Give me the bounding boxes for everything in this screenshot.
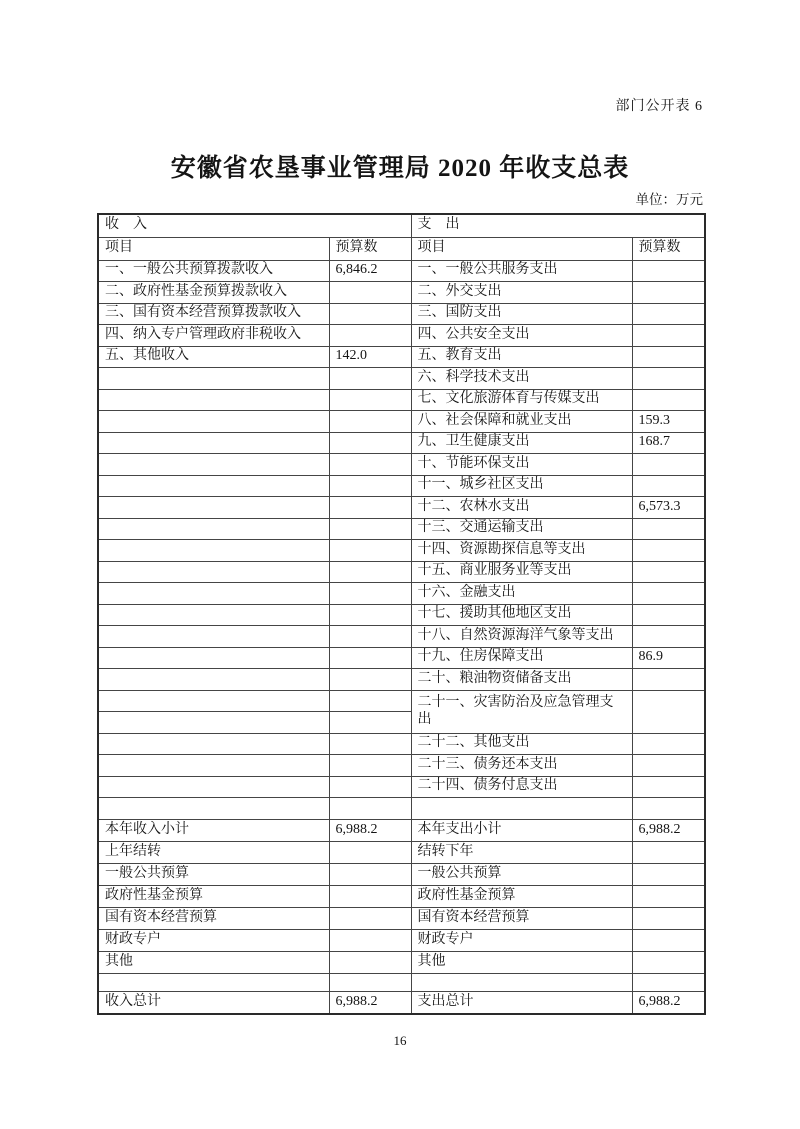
income-item-cell — [98, 798, 329, 820]
expense-item-cell — [411, 973, 632, 991]
income-value-cell — [329, 669, 411, 691]
income-item-cell: 四、纳入专户管理政府非税收入 — [98, 325, 329, 347]
expense-item-cell: 十、节能环保支出 — [411, 454, 632, 476]
expense-value-cell — [632, 690, 705, 733]
income-item-cell: 五、其他收入 — [98, 346, 329, 368]
expense-item-cell: 十九、住房保障支出 — [411, 647, 632, 669]
income-value-cell — [329, 518, 411, 540]
income-value-cell — [329, 411, 411, 433]
expense-value-cell — [632, 475, 705, 497]
income-value-cell — [329, 973, 411, 991]
expense-value-cell — [632, 540, 705, 562]
expense-item-cell: 十一、城乡社区支出 — [411, 475, 632, 497]
income-carryover-item-label: 国有资本经营预算 — [98, 907, 329, 929]
income-item-col-header: 项目 — [98, 237, 329, 260]
expense-value-cell — [632, 798, 705, 820]
expense-value-cell — [632, 368, 705, 390]
income-value-cell — [329, 475, 411, 497]
table-row — [98, 798, 705, 820]
table-row — [98, 432, 705, 454]
expense-item-cell: 十六、金融支出 — [411, 583, 632, 605]
expense-carryover-value — [632, 841, 705, 863]
table-row — [98, 776, 705, 798]
expense-item-cell: 九、卫生健康支出 — [411, 432, 632, 454]
expense-value-cell — [632, 303, 705, 325]
expense-carryover-item-value — [632, 885, 705, 907]
expense-subtotal-value: 6,988.2 — [632, 819, 705, 841]
carryover-item-row — [98, 863, 705, 885]
expense-item-col-header: 项目 — [411, 237, 632, 260]
carryover-header-row — [98, 841, 705, 863]
expense-total-label: 支出总计 — [411, 991, 632, 1014]
expense-carryover-item-label: 政府性基金预算 — [411, 885, 632, 907]
expense-section-header: 支 出 — [411, 214, 705, 237]
income-item-cell — [98, 604, 329, 626]
income-carryover-item-label: 财政专户 — [98, 929, 329, 951]
expense-value-cell — [632, 325, 705, 347]
income-value-cell — [329, 497, 411, 519]
income-value-cell — [329, 432, 411, 454]
expense-item-cell: 十五、商业服务业等支出 — [411, 561, 632, 583]
income-carryover-item-label: 一般公共预算 — [98, 863, 329, 885]
expense-item-cell: 十二、农林水支出 — [411, 497, 632, 519]
unit-note: 单位：万元 — [635, 192, 703, 207]
income-item-cell — [98, 475, 329, 497]
table-row — [98, 475, 705, 497]
page-number: 16 — [393, 1033, 407, 1048]
income-item-cell — [98, 411, 329, 433]
income-item-cell — [98, 432, 329, 454]
income-total-value: 6,988.2 — [329, 991, 411, 1014]
table-row — [98, 647, 705, 669]
income-value-cell — [329, 282, 411, 304]
expense-value-cell — [632, 346, 705, 368]
section-header-row — [98, 214, 705, 237]
expense-value-cell — [632, 282, 705, 304]
expense-item-cell: 七、文化旅游体育与传媒支出 — [411, 389, 632, 411]
expense-item-cell: 二、外交支出 — [411, 282, 632, 304]
income-item-cell — [98, 690, 329, 712]
table-row — [98, 497, 705, 519]
expense-carryover-item-value — [632, 907, 705, 929]
expense-item-cell: 八、社会保障和就业支出 — [411, 411, 632, 433]
table-row — [98, 690, 705, 712]
expense-carryover-label: 结转下年 — [411, 841, 632, 863]
expense-item-cell — [411, 798, 632, 820]
table-row — [98, 368, 705, 390]
income-item-cell — [98, 368, 329, 390]
table-row — [98, 583, 705, 605]
income-carryover-label: 上年结转 — [98, 841, 329, 863]
table-row — [98, 518, 705, 540]
expense-item-cell: 十八、自然资源海洋气象等支出 — [411, 626, 632, 648]
table-row — [98, 561, 705, 583]
expense-subtotal-label: 本年支出小计 — [411, 819, 632, 841]
income-value-cell — [329, 303, 411, 325]
subtotal-row — [98, 819, 705, 841]
income-subtotal-label: 本年收入小计 — [98, 819, 329, 841]
expense-value-cell — [632, 604, 705, 626]
income-item-cell — [98, 540, 329, 562]
expense-item-cell: 二十三、债务还本支出 — [411, 755, 632, 777]
income-value-cell: 6,846.2 — [329, 260, 411, 282]
expense-item-cell: 二十二、其他支出 — [411, 733, 632, 755]
table-row — [98, 325, 705, 347]
expense-value-cell — [632, 776, 705, 798]
expense-item-cell: 十七、援助其他地区支出 — [411, 604, 632, 626]
expense-item-cell: 三、国防支出 — [411, 303, 632, 325]
expense-value-cell: 159.3 — [632, 411, 705, 433]
income-value-cell — [329, 604, 411, 626]
revenue-expenditure-table — [97, 213, 706, 1015]
income-value-cell — [329, 733, 411, 755]
expense-item-cell: 二十一、灾害防治及应急管理支出 — [411, 690, 632, 733]
income-item-cell: 一、一般公共预算拨款收入 — [98, 260, 329, 282]
income-item-cell — [98, 712, 329, 734]
income-carryover-item-value — [329, 951, 411, 973]
expense-value-cell — [632, 755, 705, 777]
income-total-label: 收入总计 — [98, 991, 329, 1014]
income-value-cell — [329, 389, 411, 411]
expense-carryover-item-label: 一般公共预算 — [411, 863, 632, 885]
expense-total-value: 6,988.2 — [632, 991, 705, 1014]
income-carryover-item-value — [329, 929, 411, 951]
income-item-cell — [98, 518, 329, 540]
income-item-cell — [98, 626, 329, 648]
expense-value-cell — [632, 260, 705, 282]
income-item-cell — [98, 973, 329, 991]
income-item-cell: 二、政府性基金预算拨款收入 — [98, 282, 329, 304]
table-row — [98, 626, 705, 648]
table-row — [98, 454, 705, 476]
table-row — [98, 540, 705, 562]
column-header-row — [98, 237, 705, 260]
table-row — [98, 733, 705, 755]
expense-carryover-item-label: 国有资本经营预算 — [411, 907, 632, 929]
expense-item-cell: 六、科学技术支出 — [411, 368, 632, 390]
expense-value-cell — [632, 669, 705, 691]
carryover-item-row — [98, 951, 705, 973]
income-item-cell: 三、国有资本经营预算拨款收入 — [98, 303, 329, 325]
income-section-header: 收 入 — [98, 214, 411, 237]
income-value-cell — [329, 798, 411, 820]
table-row — [98, 282, 705, 304]
income-item-cell — [98, 669, 329, 691]
table-row — [98, 411, 705, 433]
income-item-cell — [98, 647, 329, 669]
expense-item-cell: 十四、资源勘探信息等支出 — [411, 540, 632, 562]
expense-value-cell — [632, 583, 705, 605]
table-row — [98, 303, 705, 325]
page-title: 安徽省农垦事业管理局 2020 年收支总表 — [170, 155, 630, 182]
income-item-cell — [98, 389, 329, 411]
income-value-cell — [329, 690, 411, 712]
table-row — [98, 389, 705, 411]
expense-item-cell: 四、公共安全支出 — [411, 325, 632, 347]
income-carryover-item-value — [329, 863, 411, 885]
income-item-cell — [98, 497, 329, 519]
income-value-cell: 142.0 — [329, 346, 411, 368]
expense-value-cell: 168.7 — [632, 432, 705, 454]
expense-value-cell — [632, 454, 705, 476]
expense-carryover-item-label: 其他 — [411, 951, 632, 973]
expense-value-cell: 6,573.3 — [632, 497, 705, 519]
income-value-cell — [329, 583, 411, 605]
corner-label: 部门公开表 6 — [615, 99, 703, 114]
table-row — [98, 260, 705, 282]
income-item-cell — [98, 776, 329, 798]
expense-carryover-item-label: 财政专户 — [411, 929, 632, 951]
income-carryover-item-value — [329, 907, 411, 929]
income-carryover-item-value — [329, 885, 411, 907]
income-budget-col-header: 预算数 — [329, 237, 411, 260]
expense-budget-col-header: 预算数 — [632, 237, 705, 260]
income-item-cell — [98, 733, 329, 755]
expense-carryover-item-value — [632, 929, 705, 951]
table-row — [98, 346, 705, 368]
table-row — [98, 604, 705, 626]
expense-value-cell: 86.9 — [632, 647, 705, 669]
spacer-row — [98, 973, 705, 991]
expense-item-cell: 二十、粮油物资储备支出 — [411, 669, 632, 691]
income-value-cell — [329, 540, 411, 562]
income-item-cell — [98, 583, 329, 605]
income-value-cell — [329, 561, 411, 583]
total-row — [98, 991, 705, 1014]
income-carryover-value — [329, 841, 411, 863]
income-value-cell — [329, 368, 411, 390]
income-value-cell — [329, 325, 411, 347]
income-subtotal-value: 6,988.2 — [329, 819, 411, 841]
income-item-cell — [98, 755, 329, 777]
income-value-cell — [329, 647, 411, 669]
expense-carryover-item-value — [632, 951, 705, 973]
expense-value-cell — [632, 733, 705, 755]
income-value-cell — [329, 776, 411, 798]
expense-item-cell: 五、教育支出 — [411, 346, 632, 368]
carryover-item-row — [98, 929, 705, 951]
carryover-item-row — [98, 885, 705, 907]
expense-item-cell: 十三、交通运输支出 — [411, 518, 632, 540]
expense-item-cell: 二十四、债务付息支出 — [411, 776, 632, 798]
expense-value-cell — [632, 561, 705, 583]
expense-value-cell — [632, 518, 705, 540]
income-value-cell — [329, 454, 411, 476]
income-item-cell — [98, 454, 329, 476]
table-row — [98, 669, 705, 691]
income-value-cell — [329, 755, 411, 777]
expense-value-cell — [632, 626, 705, 648]
income-value-cell — [329, 626, 411, 648]
income-value-cell — [329, 712, 411, 734]
table-row — [98, 755, 705, 777]
carryover-item-row — [98, 907, 705, 929]
income-item-cell — [98, 561, 329, 583]
expense-item-cell: 一、一般公共服务支出 — [411, 260, 632, 282]
expense-value-cell — [632, 973, 705, 991]
income-carryover-item-label: 其他 — [98, 951, 329, 973]
expense-carryover-item-value — [632, 863, 705, 885]
expense-value-cell — [632, 389, 705, 411]
income-carryover-item-label: 政府性基金预算 — [98, 885, 329, 907]
